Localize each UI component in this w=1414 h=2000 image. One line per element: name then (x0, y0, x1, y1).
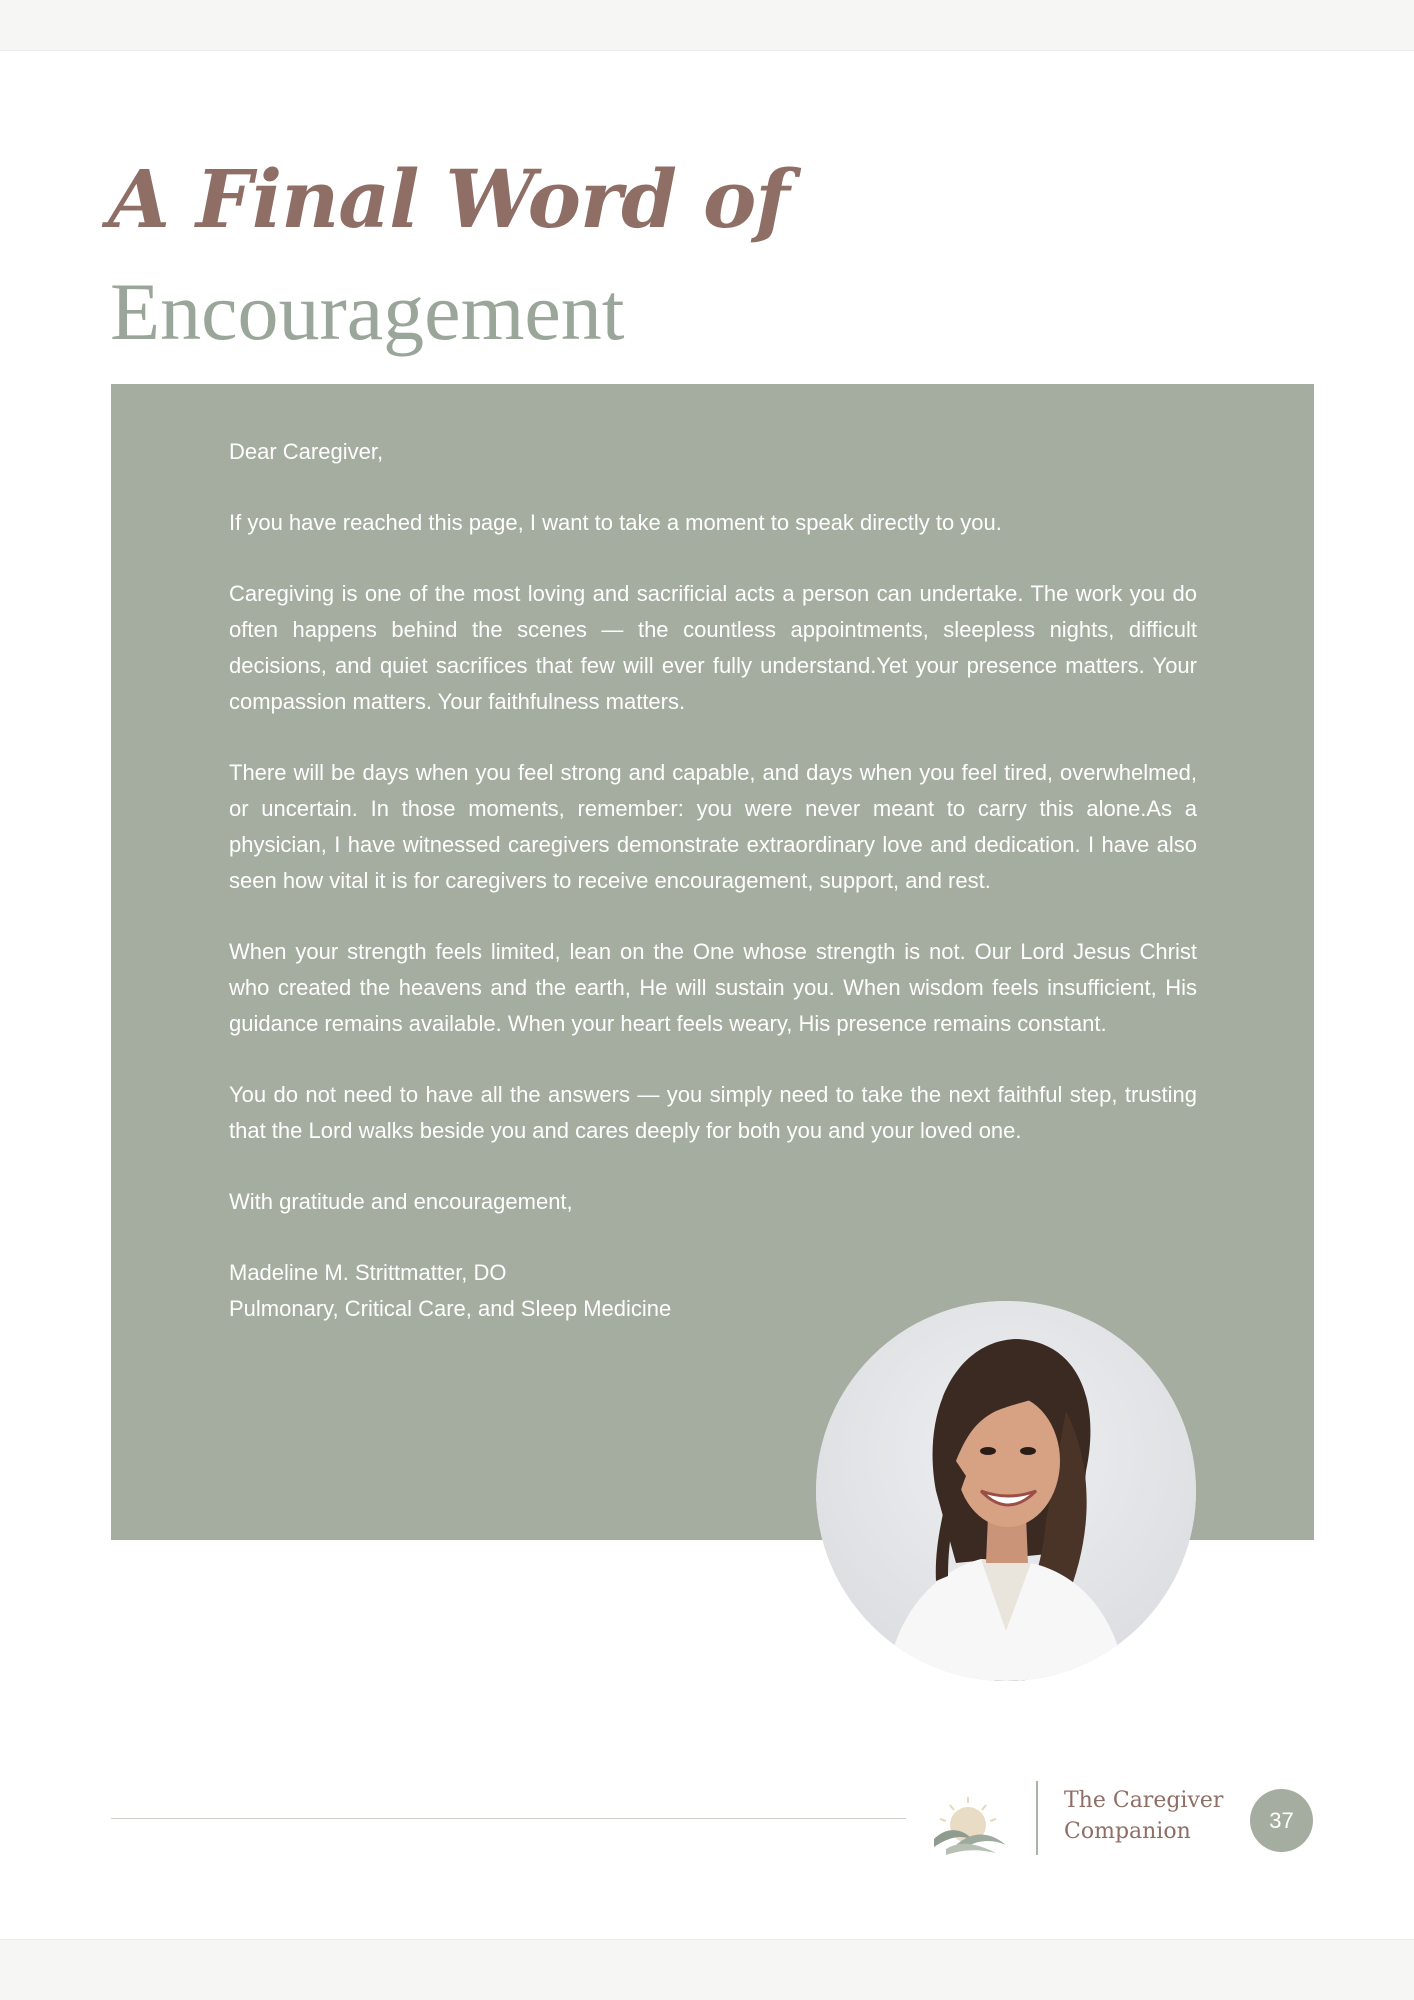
author-portrait (816, 1301, 1196, 1681)
title-main-line: Encouragement (110, 266, 625, 357)
letter-body (229, 434, 1197, 1327)
letter-paragraph: There will be days when you feel strong and capable, and days when you feel tired, overwhelmed, or uncertain. In those moments, remember: you were never meant to carry this alone.As a physician, I have witnessed caregivers demonstrate extraordinary love and dedication. I have also seen how vital it is for caregivers to receive encouragement, support, and rest. (229, 760, 1197, 893)
footer-rule (111, 1818, 906, 1819)
brand-line-1: The Caregiver (1064, 1788, 1224, 1813)
letter-paragraph: When your strength feels limited, lean on the One whose strength is not. Our Lord Jesus Christ who created the heavens and the earth, He will sustain you. When wisdom feels insufficient, His guidance remains available. When your heart feels weary, His presence remains constant. (229, 939, 1197, 1036)
title-script-line: A Final Word of (108, 152, 789, 246)
signer-name: Madeline M. Strittmatter, DO (229, 1260, 507, 1285)
brand-line-2: Companion (1064, 1819, 1191, 1844)
letter-closing: With gratitude and encouragement, (229, 1189, 573, 1214)
letter-paragraph: You do not need to have all the answers — you simply need to take the next faithful step, trusting that the Lord walks beside you and cares deeply for both you and your loved one. (229, 1082, 1197, 1143)
letter-paragraph: If you have reached this page, I want to take a moment to speak directly to you. (229, 510, 1002, 535)
page (0, 50, 1414, 1940)
footer-divider (1036, 1781, 1038, 1855)
letter-salutation: Dear Caregiver, (229, 439, 384, 464)
page-number-badge: 37 (1250, 1789, 1313, 1852)
signer-title: Pulmonary, Critical Care, and Sleep Medicine (229, 1296, 672, 1321)
brand-name (1064, 1785, 1223, 1847)
portrait-illustration (816, 1301, 1196, 1681)
sunrise-waves-icon (926, 1789, 1016, 1861)
letter-paragraph: Caregiving is one of the most loving and sacrificial acts a person can undertake. The work you do often happens behind the scenes — the countless appointments, sleepless nights, difficult decisions, and quiet sacrifices that few will ever fully understand.Yet your presence matters. Your compassion matters. Your faithfulness matters. (229, 581, 1197, 714)
